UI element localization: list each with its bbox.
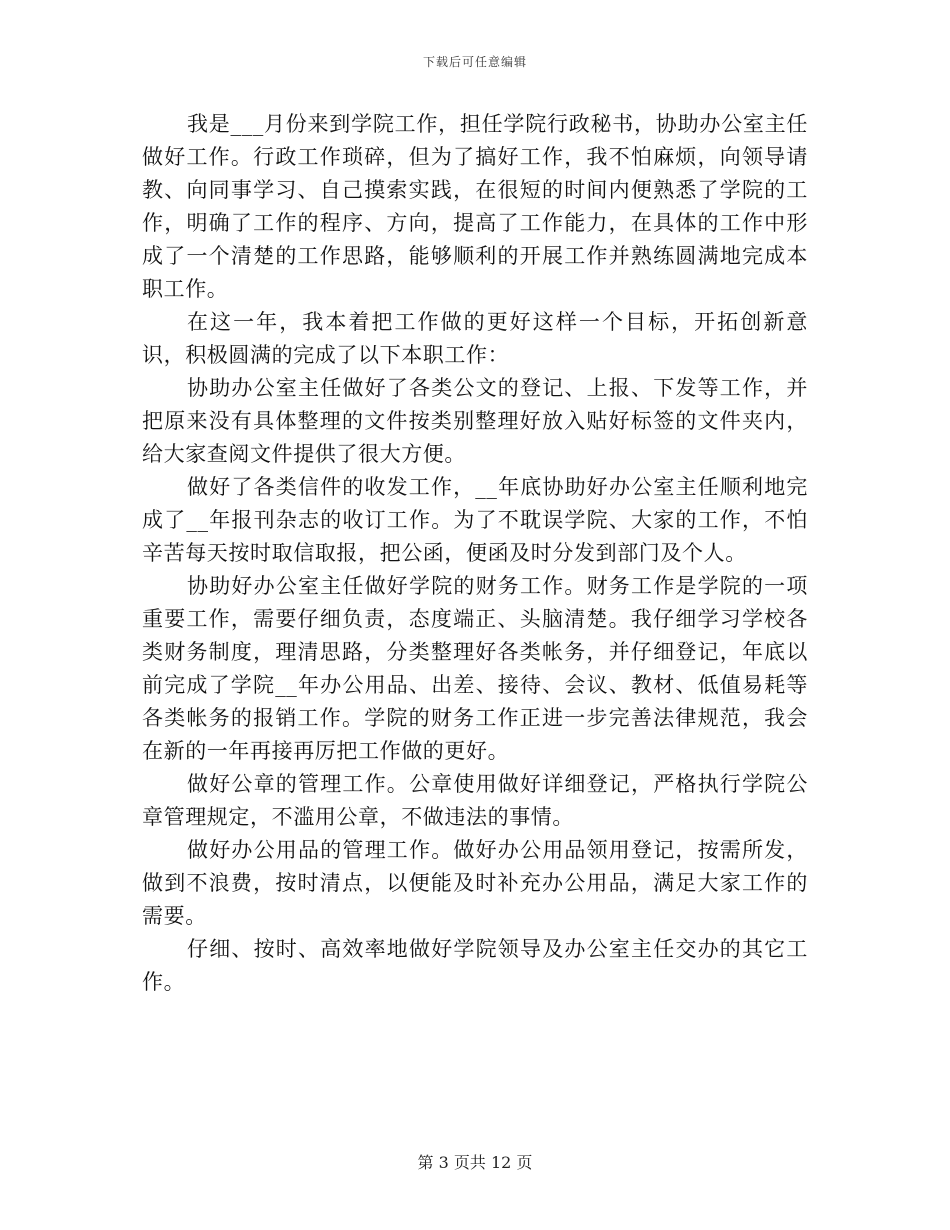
paragraph: 协助办公室主任做好了各类公文的登记、上报、下发等工作，并把原来没有具体整理的文件按类别整理好放入贴好标签的文件夹内，给大家查阅文件提供了很大方便。 bbox=[142, 376, 808, 466]
paragraph: 做好办公用品的管理工作。做好办公用品领用登记，按需所发，做到不浪费，按时清点，以便能及时补充办公用品，满足大家工作的需要。 bbox=[142, 838, 808, 928]
paragraph: 仔细、按时、高效率地做好学院领导及办公室主任交办的其它工作。 bbox=[142, 937, 808, 994]
paragraph: 做好了各类信件的收发工作，__年底协助好办公室主任顺利地完成了__年报刊杂志的收订工作。为了不耽误学院、大家的工作，不怕辛苦每天按时取信取报，把公函，便函及时分发到部门及个人。 bbox=[142, 475, 808, 565]
paragraph: 做好公章的管理工作。公章使用做好详细登记，严格执行学院公章管理规定，不滥用公章，不做违法的事情。 bbox=[142, 772, 808, 829]
page-header: 下载后可任意编辑 bbox=[422, 55, 527, 69]
document-body bbox=[142, 108, 808, 999]
paragraph: 我是___月份来到学院工作，担任学院行政秘书，协助办公室主任做好工作。行政工作琐碎，但为了搞好工作，我不怕麻烦，向领导请教、向同事学习、自己摸索实践，在很短的时间内便熟悉了学院的工作，明确了工作的程序、方向，提高了工作能力，在具体的工作中形成了一个清楚的工作思路，能够顺利的开展工作并熟练圆满地完成本职工作。 bbox=[142, 112, 808, 301]
paragraph: 协助好办公室主任做好学院的财务工作。财务工作是学院的一项重要工作，需要仔细负责，态度端正、头脑清楚。我仔细学习学校各类财务制度，理清思路，分类整理好各类帐务，并仔细登记，年底以前完成了学院__年办公用品、出差、接待、会议、教材、低值易耗等各类帐务的报销工作。学院的财务工作正进一步完善法律规范，我会在新的一年再接再厉把工作做的更好。 bbox=[142, 574, 808, 763]
paragraph: 在这一年，我本着把工作做的更好这样一个目标，开拓创新意识，积极圆满的完成了以下本职工作： bbox=[142, 310, 808, 367]
page-number: 第 3 页共 12 页 bbox=[417, 1153, 533, 1172]
